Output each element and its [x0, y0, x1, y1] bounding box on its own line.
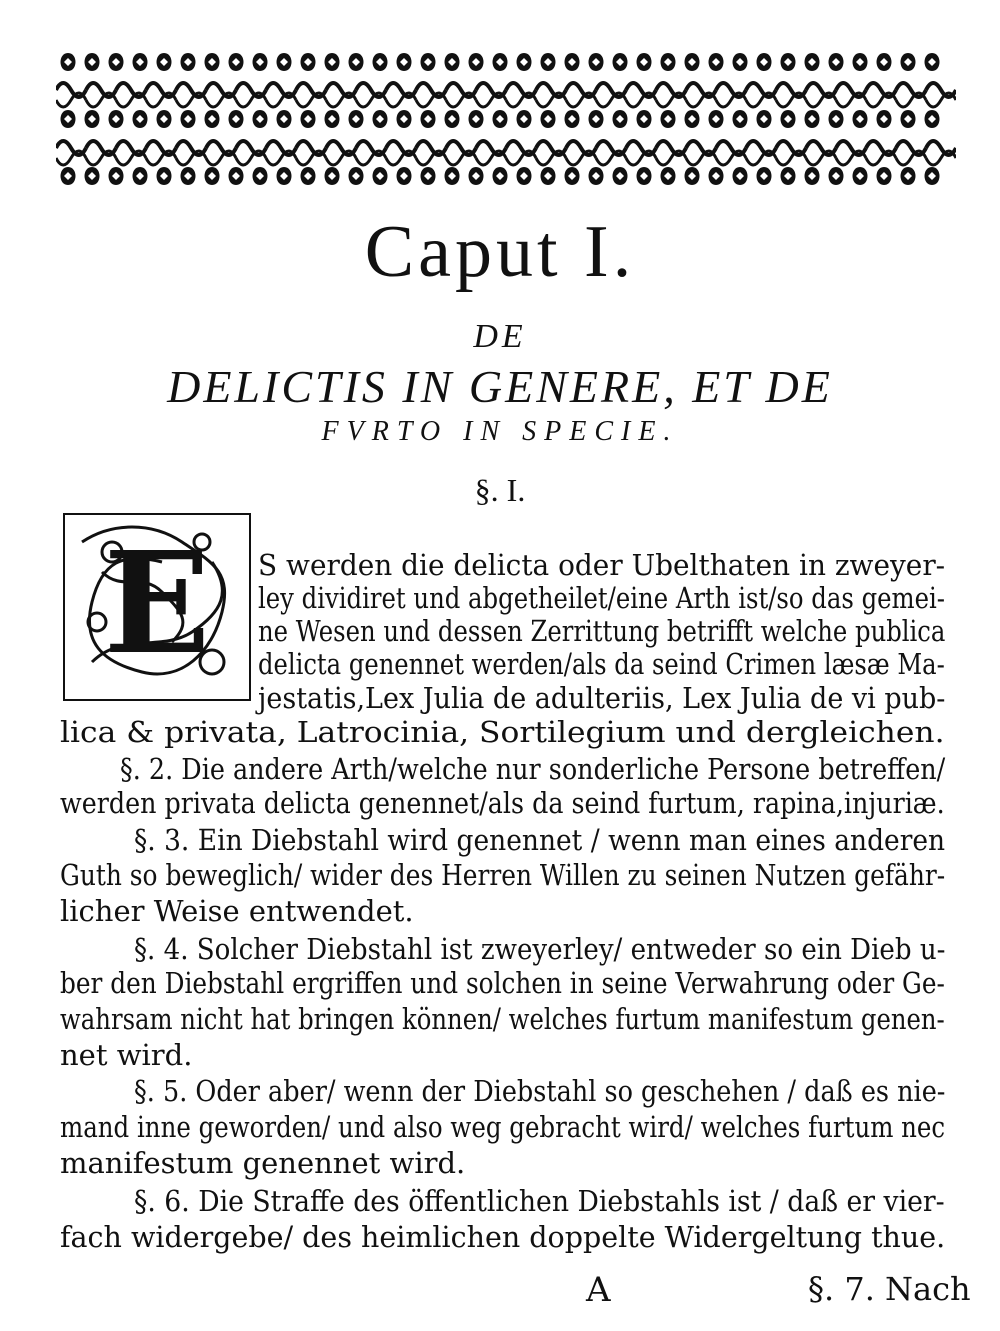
ornament-flower [109, 167, 124, 185]
ornament-scroll [56, 93, 86, 107]
ornament-scroll [86, 151, 116, 165]
catchword: §. 7. Nach [808, 1270, 971, 1308]
ornament-flower [877, 167, 892, 185]
ornament-scroll [86, 93, 116, 107]
ornament-scroll [146, 151, 176, 165]
ornament-flower [829, 53, 844, 71]
ornament-flower [181, 53, 196, 71]
ornament-scroll [476, 151, 506, 165]
ornament-scroll [326, 93, 356, 107]
ornament-flower [421, 53, 436, 71]
ornament-scroll [656, 93, 686, 107]
body-line: delicta genennet werden/als da seind Crimen læsæ Ma- [258, 647, 945, 681]
ornament-flower [877, 110, 892, 128]
ornament-flower [253, 53, 268, 71]
ornament-flower [853, 167, 868, 185]
ornament-flower [325, 167, 340, 185]
ornament-flower [637, 167, 652, 185]
ornament-flower [157, 167, 172, 185]
chapter-de: DE [473, 318, 527, 355]
ornament-flower [901, 110, 916, 128]
ornament-flower [925, 53, 940, 71]
ornament-flower [757, 167, 772, 185]
body-line: §. 2. Die andere Arth/welche nur sonderliche Persone betreffen/ [120, 752, 946, 786]
chapter-title: Caput I. [364, 211, 636, 293]
ornament-scroll [296, 151, 326, 165]
ornament-scroll [176, 93, 206, 107]
ornament-flower [733, 167, 748, 185]
ornament-flower [85, 167, 100, 185]
ornament-flower [445, 110, 460, 128]
body-line: ber den Diebstahl ergriffen und solchen in seine Verwahrung oder Ge- [60, 966, 945, 1000]
ornament-scroll [266, 93, 296, 107]
ornament-flower [517, 110, 532, 128]
ornament-scroll [806, 151, 836, 165]
ornament-scroll [446, 93, 476, 107]
ornament-flower [757, 110, 772, 128]
ornament-flower [133, 53, 148, 71]
ornament-flower [109, 110, 124, 128]
ornament-scroll [206, 151, 236, 165]
ornament-flower [469, 110, 484, 128]
ornament-flower [805, 53, 820, 71]
ornament-scroll [626, 151, 656, 165]
body-line: wahrsam nicht hat bringen können/ welches furtum manifestum genen- [60, 1002, 945, 1036]
ornament-flower [613, 53, 628, 71]
ornament-scroll [176, 151, 206, 165]
body-line: jestatis,Lex Julia de adulteriis, Lex Julia de vi pub- [258, 681, 946, 715]
ornament-flower [469, 53, 484, 71]
ornament-scroll [506, 151, 536, 165]
ornament-scroll [776, 93, 806, 107]
ornament-flower [109, 53, 124, 71]
ornament-scroll [836, 93, 866, 107]
ornament-flower [277, 53, 292, 71]
ornament-scroll [746, 151, 776, 165]
ornament-flower [229, 53, 244, 71]
ornament-scroll [116, 93, 146, 107]
ornament-flower [877, 53, 892, 71]
ornament-flower [709, 167, 724, 185]
ornament-scroll [416, 151, 446, 165]
ornament-scroll [596, 93, 626, 107]
ornament-scroll [386, 151, 416, 165]
body-line: §. 3. Ein Diebstahl wird genennet / wenn man eines anderen [134, 823, 946, 857]
ornament-scroll [686, 93, 716, 107]
ornament-pattern [56, 44, 956, 194]
ornament-flower [709, 53, 724, 71]
ornament-flower [373, 110, 388, 128]
ornament-scroll [716, 151, 746, 165]
ornament-scroll [926, 151, 956, 165]
body-line: fach widergebe/ des heimlichen doppelte Widergeltung thue. [60, 1220, 946, 1254]
ornament-flower [637, 110, 652, 128]
ornament-scroll [626, 93, 656, 107]
ornament-flower [373, 167, 388, 185]
ornament-flower [469, 167, 484, 185]
ornament-flower [565, 167, 580, 185]
ornament-flower [517, 167, 532, 185]
chapter-subtitle-line-2: FVRTO IN SPECIE. [321, 416, 679, 447]
ornament-flower [613, 110, 628, 128]
ornament-flower [181, 167, 196, 185]
body-line: mand inne geworden/ und also weg gebracht wird/ welches furtum nec [60, 1110, 946, 1144]
ornament-flower [277, 167, 292, 185]
section-mark: §. I. [474, 472, 526, 508]
ornament-scroll [416, 93, 446, 107]
ornament-scroll [746, 93, 776, 107]
ornament-flower [349, 53, 364, 71]
ornament-flower [205, 167, 220, 185]
body-line: Guth so beweglich/ wider des Herren Willen zu seinen Nutzen gefähr- [60, 858, 946, 892]
ornament-flower [61, 167, 76, 185]
ornament-scroll [536, 93, 566, 107]
ornament-flower [85, 110, 100, 128]
ornament-flower [925, 110, 940, 128]
ornament-scroll [566, 93, 596, 107]
ornament-scroll [296, 93, 326, 107]
body-line: manifestum genennet wird. [60, 1146, 466, 1180]
ornament-flower [493, 110, 508, 128]
body-line: §. 6. Die Straffe des öffentlichen Diebstahls ist / daß er vier- [134, 1184, 945, 1218]
ornament-flower [445, 53, 460, 71]
ornament-flower [325, 110, 340, 128]
body-line: ne Wesen und dessen Zerrittung betrifft welche publica [258, 614, 946, 648]
body-line: §. 5. Oder aber/ wenn der Diebstahl so geschehen / daß es nie- [134, 1074, 946, 1108]
ornament-flower [301, 167, 316, 185]
ornament-flower [229, 110, 244, 128]
ornamental-header-band [56, 44, 956, 194]
ornament-scroll [806, 93, 836, 107]
ornament-flower [493, 167, 508, 185]
decorated-initial [62, 512, 252, 702]
ornament-flower [589, 167, 604, 185]
ornament-flower [781, 110, 796, 128]
initial-letter: E [103, 522, 211, 686]
body-line: licher Weise entwendet. [60, 894, 414, 928]
ornament-flower [661, 53, 676, 71]
ornament-flower [373, 53, 388, 71]
ornament-flower [565, 110, 580, 128]
ornament-flower [733, 110, 748, 128]
ornament-scroll [566, 151, 596, 165]
ornament-flower [589, 53, 604, 71]
ornament-flower [301, 53, 316, 71]
ornament-flower [157, 110, 172, 128]
signature-mark: A [586, 1270, 611, 1310]
ornament-flower [421, 167, 436, 185]
ornament-scroll [386, 93, 416, 107]
ornament-flower [829, 110, 844, 128]
ornament-scroll [116, 151, 146, 165]
ornament-flower [205, 110, 220, 128]
ornament-flower [253, 110, 268, 128]
ornament-scroll [446, 151, 476, 165]
ornament-scroll [866, 151, 896, 165]
ornament-flower [805, 167, 820, 185]
body-line: S werden die delicta oder Ubelthaten in zweyer- [258, 548, 946, 582]
ornament-flower [589, 110, 604, 128]
ornament-flower [541, 167, 556, 185]
ornament-flower [517, 53, 532, 71]
ornament-flower [133, 167, 148, 185]
body-line: ley dividiret und abgetheilet/eine Arth ist/so das gemei- [258, 581, 946, 615]
ornament-flower [229, 167, 244, 185]
ornament-flower [733, 53, 748, 71]
ornament-flower [853, 53, 868, 71]
ornament-flower [661, 167, 676, 185]
ornament-scroll [836, 151, 866, 165]
ornament-scroll [716, 93, 746, 107]
ornament-flower [133, 110, 148, 128]
ornament-scroll [776, 151, 806, 165]
ornament-scroll [926, 93, 956, 107]
ornament-scroll [56, 151, 86, 165]
ornament-scroll [896, 93, 926, 107]
ornament-flower [349, 167, 364, 185]
ornament-scroll [266, 151, 296, 165]
ornament-flower [757, 53, 772, 71]
ornament-scroll [146, 93, 176, 107]
ornament-flower [613, 167, 628, 185]
ornament-flower [709, 110, 724, 128]
ornament-scroll [686, 151, 716, 165]
ornament-flower [805, 110, 820, 128]
ornament-flower [781, 53, 796, 71]
ornament-flower [925, 167, 940, 185]
body-line: net wird. [60, 1038, 193, 1072]
ornament-scroll [356, 93, 386, 107]
ornament-flower [853, 110, 868, 128]
ornament-scroll [506, 93, 536, 107]
decorated-initial-graphic [62, 512, 252, 702]
ornament-flower [565, 53, 580, 71]
ornament-flower [301, 110, 316, 128]
ornament-flower [205, 53, 220, 71]
ornament-flower [325, 53, 340, 71]
ornament-flower [493, 53, 508, 71]
ornament-flower [157, 53, 172, 71]
ornament-scroll [206, 93, 236, 107]
ornament-flower [541, 110, 556, 128]
ornament-flower [85, 53, 100, 71]
ornament-flower [781, 167, 796, 185]
ornament-flower [637, 53, 652, 71]
ornament-flower [829, 167, 844, 185]
ornament-flower [685, 53, 700, 71]
ornament-flower [901, 53, 916, 71]
ornament-flower [541, 53, 556, 71]
ornament-flower [253, 167, 268, 185]
ornament-scroll [596, 151, 626, 165]
ornament-scroll [326, 151, 356, 165]
body-line: §. 4. Solcher Diebstahl ist zweyerley/ entweder so ein Dieb u- [134, 932, 946, 966]
ornament-flower [421, 110, 436, 128]
ornament-flower [181, 110, 196, 128]
ornament-scroll [236, 93, 266, 107]
ornament-flower [901, 167, 916, 185]
ornament-scroll [356, 151, 386, 165]
ornament-scroll [656, 151, 686, 165]
chapter-subtitle-line-1: DELICTIS IN GENERE, ET DE [167, 361, 833, 412]
ornament-scroll [866, 93, 896, 107]
ornament-flower [61, 110, 76, 128]
ornament-scroll [896, 151, 926, 165]
ornament-flower [397, 167, 412, 185]
ornament-flower [397, 110, 412, 128]
ornament-flower [61, 53, 76, 71]
ornament-scroll [476, 93, 506, 107]
body-line: werden privata delicta genennet/als da seind furtum, rapina,injuriæ. [60, 786, 945, 820]
ornament-flower [445, 167, 460, 185]
ornament-flower [397, 53, 412, 71]
ornament-flower [685, 110, 700, 128]
body-line: lica & privata, Latrocinia, Sortilegium und dergleichen. [60, 715, 945, 749]
ornament-scroll [236, 151, 266, 165]
ornament-flower [277, 110, 292, 128]
ornament-flower [349, 110, 364, 128]
ornament-flower [661, 110, 676, 128]
ornament-flower [685, 167, 700, 185]
ornament-scroll [536, 151, 566, 165]
